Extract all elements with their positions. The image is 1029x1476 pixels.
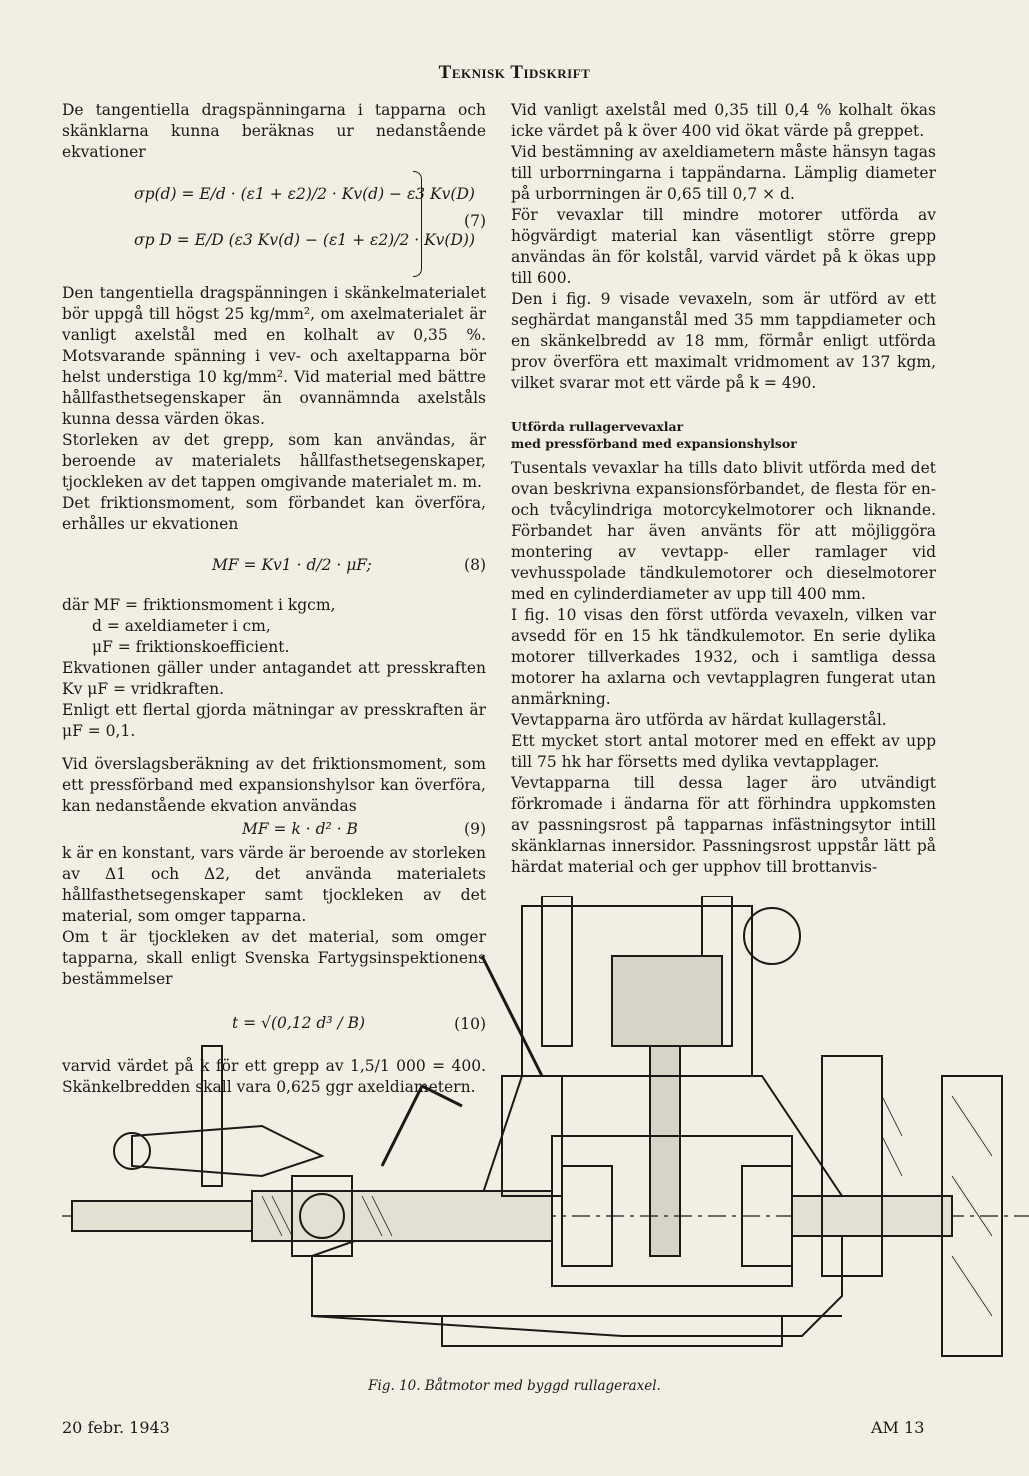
paragraph: För vevaxlar till mindre motorer utförda av högvärdigt material kan väsentligt större grepp användas än för kolstål, varvid värdet på k ökas upp till 600. — [511, 206, 936, 287]
page-number: AM 13 — [871, 1418, 925, 1437]
section-heading — [511, 418, 936, 452]
equation-number: (7) — [464, 212, 486, 230]
connecting-rod — [650, 1046, 680, 1256]
section-heading-line-1: Utförda rullagervevaxlar — [511, 419, 684, 434]
paragraph: I fig. 10 visas den först utförda vevaxeln, vilken var avsedd för en 15 hk tändkulemotor. En serie dylika motorer tillverkades 1932, och i samtliga dessa motorer ha axlarna och vevtapplagren fungerat utan anmärkning. — [511, 606, 936, 708]
paragraph: Det friktionsmoment, som förbandet kan överföra, erhålles ur ekvationen — [62, 494, 486, 533]
paragraph: varvid värdet på k för ett grepp av 1,5/1 000 = 400. Skänkelbredden skall vara 0,625 ggr axeldiametern. — [62, 1057, 486, 1096]
equation-brace — [413, 171, 422, 277]
control-rod — [482, 956, 542, 1076]
paragraph: Den i fig. 9 visade vevaxeln, som är utförd av ett seghärdat manganstål med 35 mm tappdiameter och en skänkelbredd av 18 mm, förmår enligt utförda prov överföra ett maximalt vridmoment av 137 kgm, vilket svarar mot ett värde på k = 490. — [511, 290, 936, 392]
engine-drawing — [62, 896, 1029, 1366]
figure-caption: Fig. 10. Båtmotor med byggd rullageraxel. — [368, 1378, 661, 1394]
issue-date: 20 febr. 1943 — [62, 1418, 170, 1437]
equation-10-body: t = √(0,12 d³ / B) — [232, 1013, 366, 1032]
right-column — [511, 100, 936, 878]
right-housing — [822, 1056, 882, 1276]
section-heading-line-2: med pressförband med expansionshylsor — [511, 436, 797, 451]
paragraph: Ett mycket stort antal motorer med en effekt av upp till 75 hk har försetts med dylika vevtapplager. — [511, 732, 936, 771]
equation-number: (10) — [454, 1015, 486, 1033]
equation-8-body: MF = Kv1 · d/2 · μF; — [212, 555, 372, 574]
paragraph: Den tangentiella dragspänningen i skänkelmaterialet bör uppgå till högst 25 kg/mm², om axelmaterialet är vanligt axelstål med en kolhalt av 0,35 %. Motsvarande spänning i vev- och axeltapparna bör helst understiga 10 kg/mm². Vid material med bättre hållfasthetsegenskaper än ovannämnda axelståls kunna dessa värden ökas. — [62, 284, 486, 428]
journal-title: Teknisk Tidskrift — [438, 62, 591, 83]
paragraph: Enligt ett flertal gjorda mätningar av presskraften är μF = 0,1. — [62, 701, 486, 740]
paragraph: Ekvationen gäller under antagandet att presskraften Kv μF = vridkraften. — [62, 659, 486, 698]
paragraph: k är en konstant, vars värde är beroende av storleken av Δ1 och Δ2, det använda materialets hållfasthetsegenskaper samt tjockleken av det material, som omger tapparna. — [62, 844, 486, 925]
shaft-right — [792, 1196, 952, 1236]
lever-arm — [132, 1126, 322, 1176]
equation-7-line-2: σp D = E/D (ε3 Kv(d) − (ε1 + ε2)/2 · Kv(D)) — [134, 230, 475, 249]
governor-post — [202, 1046, 222, 1186]
equation-number: (8) — [464, 556, 486, 574]
oil-sump — [442, 1316, 782, 1346]
equation-7-line-1: σp(d) = E/d · (ε1 + ε2)/2 · Kv(d) − ε3 Kv(D) — [134, 184, 475, 203]
paragraph: Storleken av det grepp, som kan användas, är beroende av materialets hållfasthetsegenskaper, tjockleken av det tappen omgivande materialet m. m. — [62, 431, 486, 491]
definition: där MF = friktionsmoment i kgcm, — [62, 596, 336, 614]
paragraph: Vevtapparna till dessa lager äro utvändigt förkromade i ändarna för att förhindra uppkomsten av passningsrost på tapparnas infästningsytor intill skänklarnas innersidor. Passningsrost uppstår lätt på härdat material och ger upphov till brottanvis- — [511, 774, 936, 876]
equation-7 — [62, 171, 486, 275]
equation-number: (9) — [464, 820, 486, 838]
paragraph: Vevtapparna äro utförda av härdat kullagerstål. — [511, 711, 887, 729]
paragraph: Vid överslagsberäkning av det friktionsmoment, som ett pressförband med expansionshylsor kan överföra, kan nedanstående ekvation användas — [62, 755, 486, 815]
definition: d = axeldiameter i cm, — [92, 617, 271, 635]
paragraph: Vid bestämning av axeldiametern måste hänsyn tagas till urborrningarna i tappändarna. Lämplig diameter på urborrningen är 0,65 till 0,7 × d. — [511, 143, 936, 203]
shaft-left — [72, 1201, 252, 1231]
paragraph: Om t är tjockleken av det material, som omger tapparna, skall enligt Svenska Fartygsinspektionens bestämmelser — [62, 928, 486, 988]
definition: μF = friktionskoefficient. — [92, 638, 290, 656]
main-shaft — [252, 1191, 552, 1241]
equation-9-body: MF = k · d² · B — [242, 820, 358, 838]
paragraph: De tangentiella dragspänningarna i tapparna och skänklarna kunna beräknas ur nedanstående ekvationer — [62, 101, 486, 161]
equation-8 — [62, 543, 486, 587]
paragraph: Vid vanligt axelstål med 0,35 till 0,4 % kolhalt ökas icke värdet på k över 400 vid ökat värde på greppet. — [511, 101, 936, 140]
piston — [612, 956, 722, 1046]
paragraph: Tusentals vevaxlar ha tills dato blivit utförda med det ovan beskrivna expansionsförbandet, de flesta för en- och tvåcylindriga motorcykelmotorer och liknande. Förbandet har även använts för att möjliggöra montering av vevtapp- eller ramlager vid vevhusspolade tändkulemotorer och dieselmotorer med en cylinderdiameter av upp till 400 mm. — [511, 459, 936, 603]
symbol-definitions — [62, 595, 486, 658]
cylinder-wall-left — [542, 896, 572, 1046]
equation-9 — [62, 819, 486, 841]
